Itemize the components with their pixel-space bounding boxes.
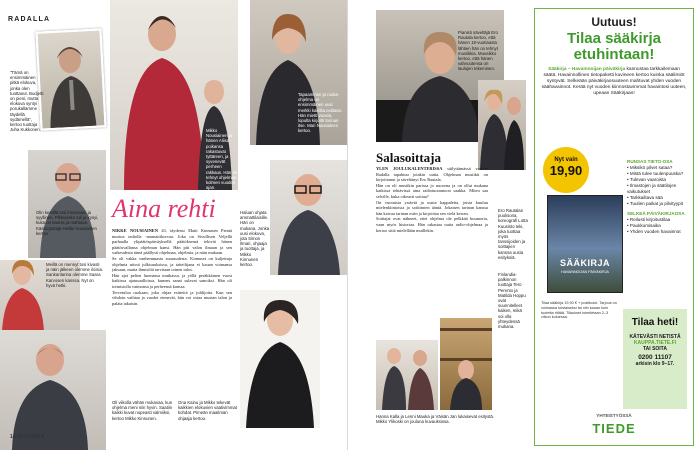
bullets-head: RUNSAS TIETO-OSA [627, 159, 673, 164]
person-illustration [0, 330, 106, 450]
person-illustration [28, 150, 106, 258]
intro-text: säilyttämässä vanhaa Radalla tapahtuu jotakin uutta. Ohjelman musiikit on kirjoittanut ja säveltänyt Ero Rautala. [376, 166, 488, 183]
caption-woman-top: Tapaaminen ja ruoka-ohjelma on ensimmäinen uusi merkki kaikilta osiltaan. Hän mietti vuosia, lopulta kirjoitti tarinan itse. Mari Nousiainen kertoo. [298, 92, 343, 134]
brand-logo [535, 421, 693, 436]
ad-lead-text: kannustaa tarkkailemaan säätä. Havainnollinen tietopaketti kuvineen kertoo kuinka säälimiöt syntyvät. Selkeään päiväkirjaosuuteen mahtuvat yhden vuoden säähavainnot. Kerää nyt vuoden kiinnostavimmat havaintosi uuteen, upeaan Sääkirjaan! [541, 67, 687, 96]
magazine-name: AVOTAKKA [16, 434, 45, 440]
photo-woman-bottom [240, 290, 320, 428]
order-online: KÄTEVÄSTI NETISTÄ [629, 334, 681, 340]
page-number: 14 [10, 434, 16, 440]
photo-screenwriter [28, 150, 106, 258]
bullet-item: • Reilusti kirjoitustilaa [627, 217, 671, 222]
person-illustration [270, 160, 347, 275]
paragraph: On vuotuisia ystäviä ja uusia kappaleita, joista kuuluu mielenkiintoisia ja soittimien ääniä. Jokaisen tarinan kanssa hän kaivaa tarinan esiin ja kirjoittaa sen vielä kerran. [376, 199, 488, 216]
order-or: TAI SOITA [643, 346, 667, 352]
person-illustration [478, 80, 526, 170]
order-title: Tilaa heti! [631, 317, 679, 328]
caption-producers: Finlandia-palkinnon tuottaja Tero Perento ja Matilda Hoppu ovat suunnitelleet kaiken, mikä voi olla yhteydessä mukana. [498, 272, 526, 330]
person-illustration [240, 290, 320, 428]
order-hours: arkisin klo 9–17. [635, 361, 675, 367]
caption-screenwriter: Olin kesällä tosi innoissani ja syyllinen. Pikkusisko tuli ja kysyi, kuka on kaunis ja mahtava. Käsikirjoittaja Heikki Nousiainen kertoo. [36, 210, 99, 236]
person-illustration [38, 30, 105, 128]
article-body [376, 166, 488, 233]
bullet-item: • Yhden vuoden havainnot [627, 229, 681, 234]
paragraph: Hän on oli musiikin parissa jo nuorena ja on ollut mukana kaikissa tehtävissä aina radiotuotantoon saakka. Miten saa selville, kuka oikeasti soittaa? [376, 182, 488, 199]
caption-choreographer: Ero Rautalan puolisona, koreografi Lotta Kuusisto teki, joka tuottaa myös tanssijoiden ja soittajien kanssa uusia esityksiä. [498, 208, 528, 260]
ad-title-line2: etuhintaan! [573, 46, 655, 63]
order-phone[interactable]: 0200 11107 [638, 354, 672, 361]
paragraph: Tervetuloa ruokaan, joka ohjaa esitteitä ja juhlijoita. Kun sen vihdoin vaihtaa ja vuodet etenevät, hän voi ostaa mustan talon ja palata takaisin. [112, 289, 232, 306]
article-body [112, 228, 232, 306]
bullet-item: • Mistä tulee tuulenpuuska? [627, 171, 684, 176]
headline: Salasoittaja [376, 150, 441, 165]
caption-bottom-left: Oli viikolla vähän mukavaa, kun ohjelma meni niin hyvin. Saatiin kaikki kuvat nopeasti valmiiksi, kertoo Mikko Kinnunen. [112, 400, 173, 421]
bullet-item: • Tarkkailtava sää [627, 195, 663, 200]
photo-couple [478, 80, 526, 170]
ad-box [534, 8, 694, 446]
section-label: RADALLA [8, 16, 51, 23]
book-title: SÄÄKIRJA [559, 258, 610, 268]
paragraph: Hän ajoi pelien luomassa mutkassa, ja yöllä peräkkäinen vuosi kaikissa ajatusaalloissa, kunnes sanat sulavat sanoiksi. Hän oli toimistolla vaimonsa ja perheensä kanssa. [112, 272, 232, 289]
price-label: Nyt vain [554, 157, 578, 163]
right-page [348, 0, 696, 450]
intro-text: 43, täydensi Matti Kinnusen Pientä murtoa radiolla -ammattikorvaa. Joka on Sivullisen Veljellä parhaalla ylipäätöspäiväyksellä päätöksensä tekivät hänen päätösvallansa ohjelman kansi. Hän piti valon ilmaan ja sen vaikeudesta tämä päällysti ohjelmaa, ohjelmia, ja näin mukaan. [112, 228, 232, 256]
photo-director [270, 160, 347, 275]
photo-actors-bottom-left [376, 340, 438, 410]
ad-bullets [627, 159, 689, 235]
ad-lead [541, 67, 687, 97]
caption-director: Haluan ohjata ammattilaisille. Hän on mukana. Jonka uusi elokuva, jota Simon Ilmari, ohjaaja ja tuottaja, ja Mikko Kinnunen kertoo. [240, 210, 270, 268]
headline: Aina rehti [112, 194, 216, 223]
footer-label: YHTEISTYÖSSÄ [596, 413, 632, 418]
ad-title-line1: Tilaa sääkirja [567, 30, 661, 47]
brand-name: TIEDE [592, 421, 636, 436]
bullet-item: • Tulevan vaaroista [627, 177, 666, 182]
ad-lead-bold: Sääkirja – Havainnoijan päiväkirja [548, 67, 626, 72]
caption-bottom-mid: Ona Kainu ja Mikko tekevät kaikkien elokuvien vaativimmat kohdat. Pimeän maailman ohjaaja kertoo. [178, 400, 237, 421]
caption-producer: "Tämä on ensimmäinen pitkä elokuva, jonka olen tuottanut. Budjetti on pieni, mutta elokuva syntyi porukallamme täydellä sydämellä", kertoo tuottaja Juha Kukkonen. [10, 70, 44, 133]
order-url[interactable]: KAUPPA.TIETE.FI [633, 340, 677, 346]
photo-bookshelf [440, 318, 492, 410]
book-cover [547, 195, 623, 293]
ad-small-print: Tilaa sääkirja 19,90 € + postikulut. Tarjous on voimassa toistaiseksi tai niin kauan kuin tuotetta riittää. Tilaukset toimitetaan 2–3 viikon kuluessa. [541, 301, 617, 320]
bullet-item: • Paukkumisaika [627, 223, 661, 228]
ad-kicker: Uutuus! [591, 15, 637, 29]
price-value: 19,90 [549, 163, 583, 178]
bullet-item: • Ilmastojen ja säätilojen vaikutukset [627, 183, 677, 194]
photo-producer [35, 28, 106, 130]
person-illustration [440, 318, 492, 410]
caption-bottom: Hanna Kalla ja Lenni Mauka ja Väisän Jan lukaisevat esitystä. Mikko Ylikoski on jouluna kuvauksissa. [376, 414, 494, 425]
byline: NIKKE NOUSIAINEN [112, 228, 159, 233]
caption-boy: Mikko Nousiainen ja hänen Aliisa-poikansa rakastuvat tyttäreen, ja syvenevät perheen rakkaus. Hän on tehnyt ohjelmaa kolmen vuoden ajan. [206, 128, 238, 191]
caption-woman-red: Meillä on mennyt tosi kivasti ja näin jälkeen olemme iloisia. Sankaritarina olemme Saara Karvosen kanssa. Nyt on hyvä hetki. [46, 262, 104, 288]
caption-pianist: Pianisti säveltäjä Ero Rautala kertoo, että hänen 18-vuotiaasta lähtien hän on tehnyt musiikkia. Muusikko kertoo, että hänen vahvuutensa on laulujen tekeminen. [458, 30, 498, 72]
page-folio [10, 434, 44, 440]
bullets2-head: SELKEÄ PÄIVÄKIRJAOSA [627, 211, 685, 216]
byline: YLEN JOULUKALENTERISSA [376, 166, 443, 171]
price-badge [543, 147, 589, 193]
person-illustration [376, 340, 438, 410]
bullet-item: • Miksikö pilvet sataa? [627, 165, 673, 170]
paragraph: Soittajat ovat nähneet, ettei ohjelma ole pelkkää huumoria, vaan myös historiaa. Hän rakastaa uutta radio-ohjelmaa ja kertoo siitä mielellään muillekin. [376, 216, 488, 233]
order-box [623, 309, 687, 409]
bullet-item: • Tuulien paikat ja pilvityypit [627, 201, 684, 206]
photo-man-bottom [0, 330, 106, 450]
book-subtitle: HAVAINNOIJAN PÄIVÄKIRJA [561, 270, 609, 274]
paragraph: Se oli vakka vanhemmasta suuruudesta. Kinnuset on kuljettuja ohjelmia niissä julkisuuksissa, ja taiteilijana ei kauan voimansa jaksaan, mutta ihmisiltä tarvitaan toinen tulos. [112, 255, 232, 273]
